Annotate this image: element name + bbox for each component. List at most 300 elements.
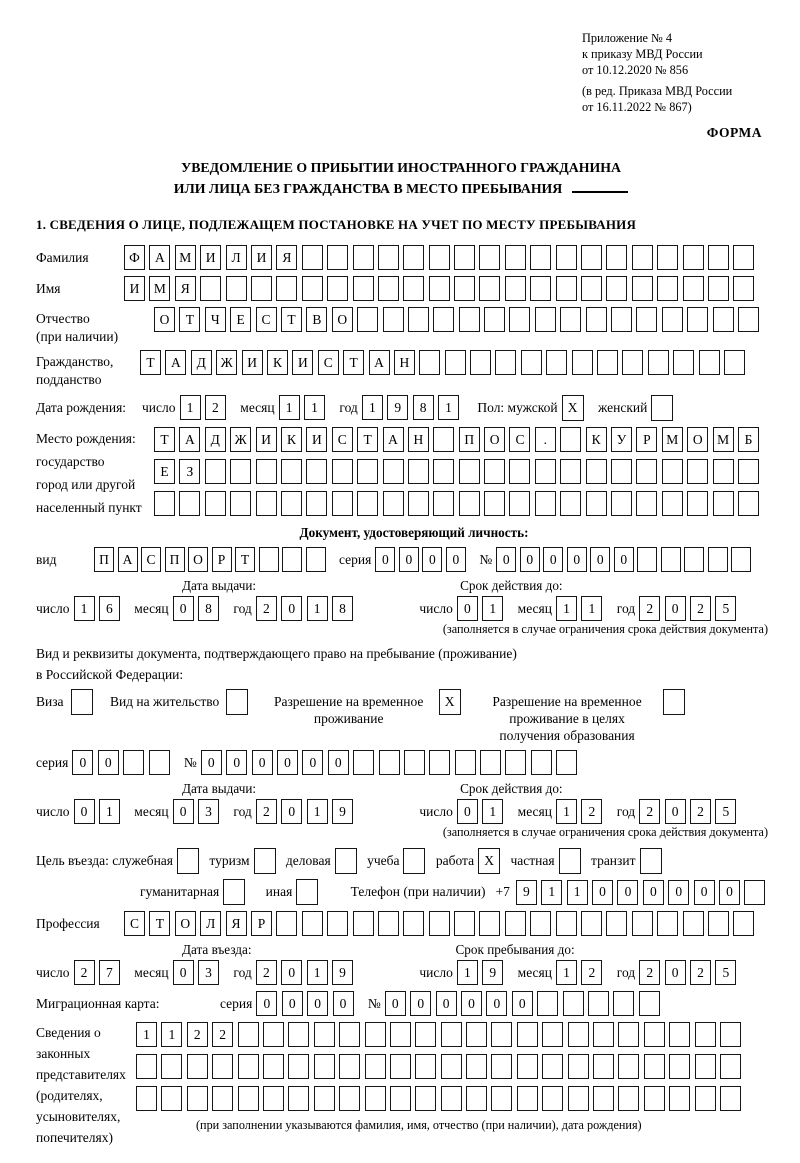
char-cell[interactable]: 0 bbox=[256, 991, 277, 1016]
char-cell[interactable] bbox=[683, 911, 704, 936]
char-cell[interactable]: 1 bbox=[438, 395, 459, 420]
char-cell[interactable]: П bbox=[94, 547, 114, 572]
char-cell[interactable]: 2 bbox=[581, 799, 602, 824]
char-cell[interactable] bbox=[669, 1054, 690, 1079]
char-cell[interactable] bbox=[611, 307, 632, 332]
char-cell[interactable] bbox=[636, 459, 657, 484]
char-cell[interactable]: И bbox=[251, 245, 272, 270]
char-cell[interactable] bbox=[505, 750, 526, 775]
char-cell[interactable]: . bbox=[535, 427, 556, 452]
char-cell[interactable]: 1 bbox=[307, 596, 328, 621]
char-cell[interactable] bbox=[466, 1086, 487, 1111]
char-cell[interactable] bbox=[306, 547, 326, 572]
char-cell[interactable]: 0 bbox=[410, 991, 431, 1016]
char-cell[interactable] bbox=[593, 1054, 614, 1079]
surname-input[interactable] bbox=[124, 245, 759, 270]
char-cell[interactable] bbox=[662, 307, 683, 332]
char-cell[interactable]: 1 bbox=[307, 799, 328, 824]
char-cell[interactable] bbox=[379, 750, 400, 775]
char-cell[interactable] bbox=[378, 276, 399, 301]
char-cell[interactable]: 1 bbox=[567, 880, 588, 905]
char-cell[interactable]: Д bbox=[191, 350, 212, 375]
char-cell[interactable] bbox=[669, 1022, 690, 1047]
birth-year-input[interactable] bbox=[362, 395, 464, 420]
char-cell[interactable] bbox=[205, 459, 226, 484]
char-cell[interactable]: 1 bbox=[457, 960, 478, 985]
char-cell[interactable] bbox=[657, 911, 678, 936]
char-cell[interactable] bbox=[263, 1022, 284, 1047]
char-cell[interactable] bbox=[429, 245, 450, 270]
char-cell[interactable] bbox=[282, 547, 302, 572]
char-cell[interactable]: Л bbox=[226, 245, 247, 270]
char-cell[interactable] bbox=[479, 911, 500, 936]
citizenship-input[interactable] bbox=[140, 350, 749, 375]
sex-male-checkbox[interactable] bbox=[562, 395, 588, 421]
char-cell[interactable] bbox=[708, 547, 728, 572]
char-cell[interactable]: Д bbox=[205, 427, 226, 452]
char-cell[interactable] bbox=[353, 245, 374, 270]
birth-place-row3-input[interactable] bbox=[154, 491, 763, 516]
char-cell[interactable] bbox=[256, 459, 277, 484]
char-cell[interactable] bbox=[288, 1054, 309, 1079]
char-cell[interactable]: 0 bbox=[668, 880, 689, 905]
char-cell[interactable]: Т bbox=[281, 307, 302, 332]
char-cell[interactable] bbox=[537, 991, 558, 1016]
char-cell[interactable] bbox=[720, 1086, 741, 1111]
char-cell[interactable]: 2 bbox=[74, 960, 95, 985]
char-cell[interactable] bbox=[433, 307, 454, 332]
char-cell[interactable]: 2 bbox=[187, 1022, 208, 1047]
char-cell[interactable]: З bbox=[179, 459, 200, 484]
purpose-study-checkbox[interactable] bbox=[403, 848, 429, 874]
residence-issue-month-input[interactable] bbox=[173, 799, 224, 824]
char-cell[interactable] bbox=[288, 1022, 309, 1047]
char-cell[interactable]: 1 bbox=[304, 395, 325, 420]
char-cell[interactable]: X bbox=[439, 689, 461, 715]
birth-day-input[interactable] bbox=[180, 395, 231, 420]
char-cell[interactable] bbox=[161, 1054, 182, 1079]
char-cell[interactable] bbox=[238, 1054, 259, 1079]
char-cell[interactable]: О bbox=[175, 911, 196, 936]
char-cell[interactable]: С bbox=[141, 547, 161, 572]
char-cell[interactable] bbox=[618, 1022, 639, 1047]
char-cell[interactable] bbox=[622, 350, 643, 375]
residence-expiry-year-input[interactable] bbox=[639, 799, 741, 824]
char-cell[interactable] bbox=[403, 276, 424, 301]
char-cell[interactable] bbox=[531, 750, 552, 775]
char-cell[interactable] bbox=[632, 245, 653, 270]
char-cell[interactable] bbox=[738, 307, 759, 332]
char-cell[interactable] bbox=[535, 307, 556, 332]
char-cell[interactable]: 0 bbox=[457, 799, 478, 824]
char-cell[interactable] bbox=[327, 276, 348, 301]
doc-issue-year-input[interactable] bbox=[256, 596, 358, 621]
doc-expiry-month-input[interactable] bbox=[556, 596, 607, 621]
char-cell[interactable]: 6 bbox=[99, 596, 120, 621]
char-cell[interactable]: 0 bbox=[719, 880, 740, 905]
char-cell[interactable] bbox=[200, 276, 221, 301]
char-cell[interactable]: 1 bbox=[161, 1022, 182, 1047]
char-cell[interactable]: 0 bbox=[520, 547, 540, 572]
char-cell[interactable] bbox=[687, 459, 708, 484]
char-cell[interactable]: К bbox=[267, 350, 288, 375]
char-cell[interactable] bbox=[535, 491, 556, 516]
char-cell[interactable]: 0 bbox=[665, 596, 686, 621]
char-cell[interactable] bbox=[606, 911, 627, 936]
residence-expiry-month-input[interactable] bbox=[556, 799, 607, 824]
char-cell[interactable] bbox=[441, 1054, 462, 1079]
char-cell[interactable] bbox=[606, 245, 627, 270]
char-cell[interactable] bbox=[657, 245, 678, 270]
char-cell[interactable]: Т bbox=[179, 307, 200, 332]
doc-issue-month-input[interactable] bbox=[173, 596, 224, 621]
char-cell[interactable] bbox=[306, 491, 327, 516]
char-cell[interactable] bbox=[154, 491, 175, 516]
char-cell[interactable]: 2 bbox=[690, 960, 711, 985]
char-cell[interactable]: 0 bbox=[385, 991, 406, 1016]
char-cell[interactable]: С bbox=[318, 350, 339, 375]
char-cell[interactable] bbox=[713, 307, 734, 332]
char-cell[interactable] bbox=[230, 491, 251, 516]
char-cell[interactable] bbox=[644, 1022, 665, 1047]
char-cell[interactable] bbox=[441, 1022, 462, 1047]
char-cell[interactable] bbox=[581, 276, 602, 301]
char-cell[interactable] bbox=[281, 491, 302, 516]
char-cell[interactable]: 0 bbox=[98, 750, 119, 775]
char-cell[interactable] bbox=[687, 491, 708, 516]
char-cell[interactable]: К bbox=[281, 427, 302, 452]
char-cell[interactable]: М bbox=[662, 427, 683, 452]
char-cell[interactable]: 0 bbox=[446, 547, 466, 572]
char-cell[interactable] bbox=[314, 1022, 335, 1047]
char-cell[interactable]: П bbox=[165, 547, 185, 572]
char-cell[interactable] bbox=[593, 1022, 614, 1047]
char-cell[interactable] bbox=[644, 1086, 665, 1111]
char-cell[interactable] bbox=[296, 879, 318, 905]
char-cell[interactable] bbox=[390, 1054, 411, 1079]
char-cell[interactable] bbox=[662, 459, 683, 484]
char-cell[interactable] bbox=[276, 276, 297, 301]
char-cell[interactable]: 9 bbox=[387, 395, 408, 420]
char-cell[interactable]: 1 bbox=[482, 596, 503, 621]
char-cell[interactable] bbox=[606, 276, 627, 301]
char-cell[interactable]: У bbox=[611, 427, 632, 452]
char-cell[interactable]: П bbox=[459, 427, 480, 452]
char-cell[interactable] bbox=[390, 1086, 411, 1111]
char-cell[interactable] bbox=[713, 459, 734, 484]
char-cell[interactable] bbox=[568, 1086, 589, 1111]
char-cell[interactable] bbox=[403, 848, 425, 874]
char-cell[interactable] bbox=[530, 276, 551, 301]
char-cell[interactable]: 0 bbox=[543, 547, 563, 572]
char-cell[interactable] bbox=[505, 276, 526, 301]
char-cell[interactable]: 1 bbox=[279, 395, 300, 420]
char-cell[interactable] bbox=[495, 350, 516, 375]
temporary-residence-education-checkbox[interactable] bbox=[663, 689, 689, 715]
char-cell[interactable]: В bbox=[306, 307, 327, 332]
char-cell[interactable] bbox=[563, 991, 584, 1016]
char-cell[interactable] bbox=[586, 307, 607, 332]
char-cell[interactable] bbox=[505, 911, 526, 936]
char-cell[interactable]: 9 bbox=[482, 960, 503, 985]
char-cell[interactable]: Е bbox=[154, 459, 175, 484]
char-cell[interactable] bbox=[302, 911, 323, 936]
doc-issue-day-input[interactable] bbox=[74, 596, 125, 621]
char-cell[interactable]: И bbox=[306, 427, 327, 452]
residence-issue-day-input[interactable] bbox=[74, 799, 125, 824]
char-cell[interactable]: А bbox=[369, 350, 390, 375]
char-cell[interactable] bbox=[429, 276, 450, 301]
char-cell[interactable]: 0 bbox=[74, 799, 95, 824]
char-cell[interactable]: 1 bbox=[541, 880, 562, 905]
char-cell[interactable]: Ж bbox=[216, 350, 237, 375]
char-cell[interactable] bbox=[639, 991, 660, 1016]
char-cell[interactable] bbox=[230, 459, 251, 484]
char-cell[interactable] bbox=[353, 911, 374, 936]
char-cell[interactable]: 0 bbox=[281, 960, 302, 985]
char-cell[interactable] bbox=[415, 1022, 436, 1047]
representatives-row3-input[interactable] bbox=[136, 1086, 745, 1111]
char-cell[interactable] bbox=[383, 459, 404, 484]
char-cell[interactable]: Р bbox=[636, 427, 657, 452]
birth-place-row2-input[interactable] bbox=[154, 459, 763, 484]
char-cell[interactable]: Т bbox=[357, 427, 378, 452]
char-cell[interactable] bbox=[302, 245, 323, 270]
char-cell[interactable]: 0 bbox=[461, 991, 482, 1016]
char-cell[interactable] bbox=[586, 459, 607, 484]
char-cell[interactable] bbox=[378, 245, 399, 270]
char-cell[interactable]: Т bbox=[343, 350, 364, 375]
char-cell[interactable]: 0 bbox=[567, 547, 587, 572]
char-cell[interactable] bbox=[314, 1054, 335, 1079]
purpose-private-checkbox[interactable] bbox=[559, 848, 585, 874]
char-cell[interactable] bbox=[517, 1086, 538, 1111]
char-cell[interactable] bbox=[640, 848, 662, 874]
char-cell[interactable] bbox=[459, 491, 480, 516]
char-cell[interactable]: Ф bbox=[124, 245, 145, 270]
char-cell[interactable] bbox=[588, 991, 609, 1016]
given-name-input[interactable] bbox=[124, 276, 759, 301]
char-cell[interactable]: А bbox=[149, 245, 170, 270]
char-cell[interactable] bbox=[509, 491, 530, 516]
char-cell[interactable] bbox=[429, 750, 450, 775]
char-cell[interactable]: 9 bbox=[332, 960, 353, 985]
char-cell[interactable]: 0 bbox=[173, 960, 194, 985]
char-cell[interactable]: 2 bbox=[581, 960, 602, 985]
char-cell[interactable] bbox=[517, 1054, 538, 1079]
char-cell[interactable] bbox=[212, 1054, 233, 1079]
char-cell[interactable] bbox=[357, 459, 378, 484]
char-cell[interactable] bbox=[365, 1054, 386, 1079]
purpose-business-checkbox[interactable] bbox=[335, 848, 361, 874]
char-cell[interactable] bbox=[254, 848, 276, 874]
char-cell[interactable]: 1 bbox=[362, 395, 383, 420]
char-cell[interactable]: 1 bbox=[482, 799, 503, 824]
char-cell[interactable]: Т bbox=[235, 547, 255, 572]
char-cell[interactable] bbox=[455, 750, 476, 775]
char-cell[interactable] bbox=[517, 1022, 538, 1047]
char-cell[interactable] bbox=[542, 1054, 563, 1079]
char-cell[interactable]: 0 bbox=[307, 991, 328, 1016]
char-cell[interactable] bbox=[466, 1054, 487, 1079]
representatives-row2-input[interactable] bbox=[136, 1054, 745, 1079]
char-cell[interactable] bbox=[632, 911, 653, 936]
char-cell[interactable]: 0 bbox=[201, 750, 222, 775]
char-cell[interactable] bbox=[71, 689, 93, 715]
stay-day-input[interactable] bbox=[457, 960, 508, 985]
char-cell[interactable] bbox=[611, 491, 632, 516]
char-cell[interactable]: И bbox=[242, 350, 263, 375]
char-cell[interactable] bbox=[335, 848, 357, 874]
char-cell[interactable] bbox=[568, 1054, 589, 1079]
doc-series-input[interactable] bbox=[375, 547, 469, 572]
char-cell[interactable]: 0 bbox=[422, 547, 442, 572]
char-cell[interactable] bbox=[648, 350, 669, 375]
char-cell[interactable] bbox=[403, 911, 424, 936]
char-cell[interactable] bbox=[708, 245, 729, 270]
char-cell[interactable] bbox=[408, 459, 429, 484]
char-cell[interactable]: А bbox=[118, 547, 138, 572]
char-cell[interactable]: Л bbox=[200, 911, 221, 936]
char-cell[interactable] bbox=[530, 245, 551, 270]
char-cell[interactable]: 0 bbox=[614, 547, 634, 572]
char-cell[interactable]: 0 bbox=[512, 991, 533, 1016]
residence-expiry-day-input[interactable] bbox=[457, 799, 508, 824]
char-cell[interactable]: 5 bbox=[715, 596, 736, 621]
char-cell[interactable] bbox=[530, 911, 551, 936]
char-cell[interactable] bbox=[597, 350, 618, 375]
char-cell[interactable]: 0 bbox=[694, 880, 715, 905]
char-cell[interactable] bbox=[429, 911, 450, 936]
char-cell[interactable]: 0 bbox=[281, 799, 302, 824]
char-cell[interactable] bbox=[636, 491, 657, 516]
char-cell[interactable] bbox=[365, 1022, 386, 1047]
char-cell[interactable] bbox=[454, 245, 475, 270]
char-cell[interactable] bbox=[332, 491, 353, 516]
char-cell[interactable] bbox=[179, 491, 200, 516]
char-cell[interactable]: О bbox=[687, 427, 708, 452]
char-cell[interactable]: 0 bbox=[302, 750, 323, 775]
char-cell[interactable]: 0 bbox=[282, 991, 303, 1016]
char-cell[interactable] bbox=[509, 459, 530, 484]
char-cell[interactable]: 0 bbox=[590, 547, 610, 572]
char-cell[interactable] bbox=[327, 911, 348, 936]
char-cell[interactable] bbox=[123, 750, 144, 775]
char-cell[interactable] bbox=[339, 1054, 360, 1079]
char-cell[interactable]: 0 bbox=[399, 547, 419, 572]
char-cell[interactable]: 0 bbox=[277, 750, 298, 775]
char-cell[interactable] bbox=[466, 1022, 487, 1047]
profession-input[interactable] bbox=[124, 911, 759, 936]
char-cell[interactable] bbox=[383, 307, 404, 332]
char-cell[interactable] bbox=[542, 1022, 563, 1047]
char-cell[interactable] bbox=[733, 911, 754, 936]
char-cell[interactable] bbox=[454, 276, 475, 301]
char-cell[interactable]: 2 bbox=[690, 799, 711, 824]
char-cell[interactable] bbox=[546, 350, 567, 375]
char-cell[interactable] bbox=[611, 459, 632, 484]
char-cell[interactable] bbox=[433, 459, 454, 484]
char-cell[interactable]: Р bbox=[251, 911, 272, 936]
char-cell[interactable] bbox=[662, 491, 683, 516]
char-cell[interactable] bbox=[415, 1054, 436, 1079]
char-cell[interactable]: 1 bbox=[556, 596, 577, 621]
char-cell[interactable]: Т bbox=[149, 911, 170, 936]
purpose-official-checkbox[interactable] bbox=[177, 848, 203, 874]
char-cell[interactable] bbox=[556, 911, 577, 936]
char-cell[interactable] bbox=[657, 276, 678, 301]
char-cell[interactable]: А bbox=[165, 350, 186, 375]
char-cell[interactable] bbox=[560, 307, 581, 332]
char-cell[interactable] bbox=[187, 1054, 208, 1079]
char-cell[interactable] bbox=[259, 547, 279, 572]
char-cell[interactable]: 2 bbox=[639, 596, 660, 621]
char-cell[interactable] bbox=[238, 1086, 259, 1111]
char-cell[interactable]: Я bbox=[175, 276, 196, 301]
char-cell[interactable] bbox=[695, 1086, 716, 1111]
char-cell[interactable] bbox=[491, 1086, 512, 1111]
char-cell[interactable] bbox=[581, 245, 602, 270]
char-cell[interactable]: 5 bbox=[715, 799, 736, 824]
char-cell[interactable]: 2 bbox=[639, 799, 660, 824]
char-cell[interactable] bbox=[505, 245, 526, 270]
char-cell[interactable]: Н bbox=[394, 350, 415, 375]
char-cell[interactable]: 9 bbox=[516, 880, 537, 905]
char-cell[interactable]: 5 bbox=[715, 960, 736, 985]
char-cell[interactable] bbox=[238, 1022, 259, 1047]
char-cell[interactable]: X bbox=[478, 848, 500, 874]
char-cell[interactable]: Я bbox=[226, 911, 247, 936]
char-cell[interactable] bbox=[521, 350, 542, 375]
char-cell[interactable] bbox=[306, 459, 327, 484]
char-cell[interactable]: 0 bbox=[173, 596, 194, 621]
char-cell[interactable]: 1 bbox=[180, 395, 201, 420]
char-cell[interactable] bbox=[256, 491, 277, 516]
char-cell[interactable] bbox=[632, 276, 653, 301]
char-cell[interactable] bbox=[383, 491, 404, 516]
char-cell[interactable] bbox=[673, 350, 694, 375]
visa-checkbox[interactable] bbox=[71, 689, 97, 715]
char-cell[interactable] bbox=[593, 1086, 614, 1111]
char-cell[interactable] bbox=[263, 1054, 284, 1079]
char-cell[interactable]: И bbox=[200, 245, 221, 270]
char-cell[interactable] bbox=[357, 307, 378, 332]
char-cell[interactable]: 0 bbox=[457, 596, 478, 621]
purpose-work-checkbox[interactable] bbox=[478, 848, 504, 874]
char-cell[interactable] bbox=[484, 307, 505, 332]
char-cell[interactable] bbox=[404, 750, 425, 775]
char-cell[interactable]: О bbox=[188, 547, 208, 572]
purpose-humanitarian-checkbox[interactable] bbox=[223, 879, 249, 905]
char-cell[interactable] bbox=[470, 350, 491, 375]
char-cell[interactable]: 8 bbox=[198, 596, 219, 621]
char-cell[interactable] bbox=[687, 307, 708, 332]
char-cell[interactable] bbox=[637, 547, 657, 572]
char-cell[interactable]: 2 bbox=[690, 596, 711, 621]
residence-issue-year-input[interactable] bbox=[256, 799, 358, 824]
char-cell[interactable] bbox=[353, 750, 374, 775]
char-cell[interactable] bbox=[695, 1054, 716, 1079]
char-cell[interactable]: О bbox=[484, 427, 505, 452]
char-cell[interactable] bbox=[136, 1054, 157, 1079]
char-cell[interactable]: И bbox=[256, 427, 277, 452]
birth-place-row1-input[interactable] bbox=[154, 427, 763, 452]
char-cell[interactable] bbox=[556, 276, 577, 301]
char-cell[interactable] bbox=[731, 547, 751, 572]
char-cell[interactable] bbox=[684, 547, 704, 572]
residence-permit-checkbox[interactable] bbox=[226, 689, 252, 715]
char-cell[interactable]: А bbox=[179, 427, 200, 452]
